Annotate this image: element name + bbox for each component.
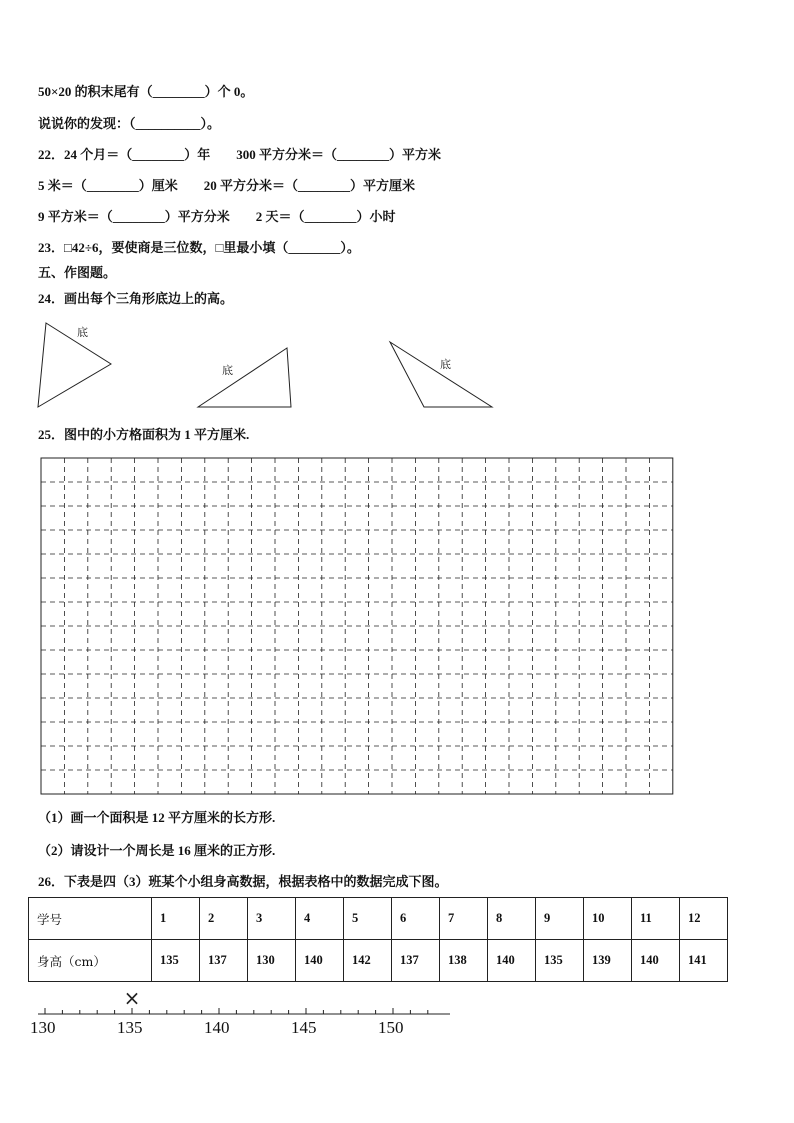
height-cell: 138 xyxy=(440,940,488,982)
triangle-2-base-label: 底 xyxy=(222,364,233,377)
q25-part-1: （1）画一个面积是 12 平方厘米的长方形. xyxy=(38,810,276,825)
height-data-table xyxy=(28,897,728,982)
height-cell: 139 xyxy=(584,940,632,982)
id-cell: 7 xyxy=(440,898,488,940)
id-cell: 6 xyxy=(392,898,440,940)
q22-row-1: 22．24 个月＝（________）年 300 平方分米＝（________）平方米 xyxy=(38,147,442,162)
table-row-ids xyxy=(29,898,728,940)
table-row-heights xyxy=(29,940,728,982)
height-cell: 137 xyxy=(200,940,248,982)
height-cell: 135 xyxy=(152,940,200,982)
row-header-id: 学号 xyxy=(29,898,152,940)
data-point-marker: × xyxy=(123,990,141,1010)
id-cell: 1 xyxy=(152,898,200,940)
id-cell: 9 xyxy=(536,898,584,940)
q23-text: 23．□42÷6，要使商是三位数，□里最小填（________）。 xyxy=(38,240,360,255)
q22-row-3: 9 平方米＝（________）平方分米 2 天＝（________）小时 xyxy=(38,209,396,224)
number-line-label: 135 xyxy=(117,1018,143,1037)
id-cell: 10 xyxy=(584,898,632,940)
triangle-1-base-label: 底 xyxy=(77,326,88,339)
number-line-label: 140 xyxy=(204,1018,230,1037)
number-line-label: 130 xyxy=(30,1018,56,1037)
height-cell: 137 xyxy=(392,940,440,982)
height-cell: 140 xyxy=(296,940,344,982)
section-5-heading: 五、作图题。 xyxy=(38,265,117,280)
triangle-1[interactable] xyxy=(38,323,111,407)
number-line-label: 145 xyxy=(291,1018,317,1037)
id-cell: 4 xyxy=(296,898,344,940)
row-header-height: 身高（cm） xyxy=(29,940,152,982)
id-cell: 3 xyxy=(248,898,296,940)
triangle-3-base-label: 底 xyxy=(440,358,451,371)
id-cell: 11 xyxy=(632,898,680,940)
height-cell: 130 xyxy=(248,940,296,982)
q26-title: 26．下表是四（3）班某个小组身高数据，根据表格中的数据完成下图。 xyxy=(38,874,448,889)
q21-line-1: 50×20 的积末尾有（________）个 0。 xyxy=(38,84,254,99)
height-cell: 140 xyxy=(488,940,536,982)
q24-triangles xyxy=(0,320,794,410)
q24-title: 24．画出每个三角形底边上的高。 xyxy=(38,291,234,306)
id-cell: 2 xyxy=(200,898,248,940)
q22-row-2: 5 米＝（________）厘米 20 平方分米＝（________）平方厘米 xyxy=(38,178,416,193)
q21-line-2: 说说你的发现：（__________）。 xyxy=(38,116,221,131)
triangle-2[interactable] xyxy=(198,348,291,407)
id-cell: 12 xyxy=(680,898,728,940)
number-line-label: 150 xyxy=(378,1018,404,1037)
height-cell: 142 xyxy=(344,940,392,982)
q25-part-2: （2）请设计一个周长是 16 厘米的正方形. xyxy=(38,843,276,858)
triangle-3[interactable] xyxy=(390,342,492,407)
q25-title: 25．图中的小方格面积为 1 平方厘米. xyxy=(38,427,250,442)
height-cell: 141 xyxy=(680,940,728,982)
id-cell: 5 xyxy=(344,898,392,940)
square-grid[interactable] xyxy=(38,455,678,801)
id-cell: 8 xyxy=(488,898,536,940)
height-cell: 135 xyxy=(536,940,584,982)
height-cell: 140 xyxy=(632,940,680,982)
